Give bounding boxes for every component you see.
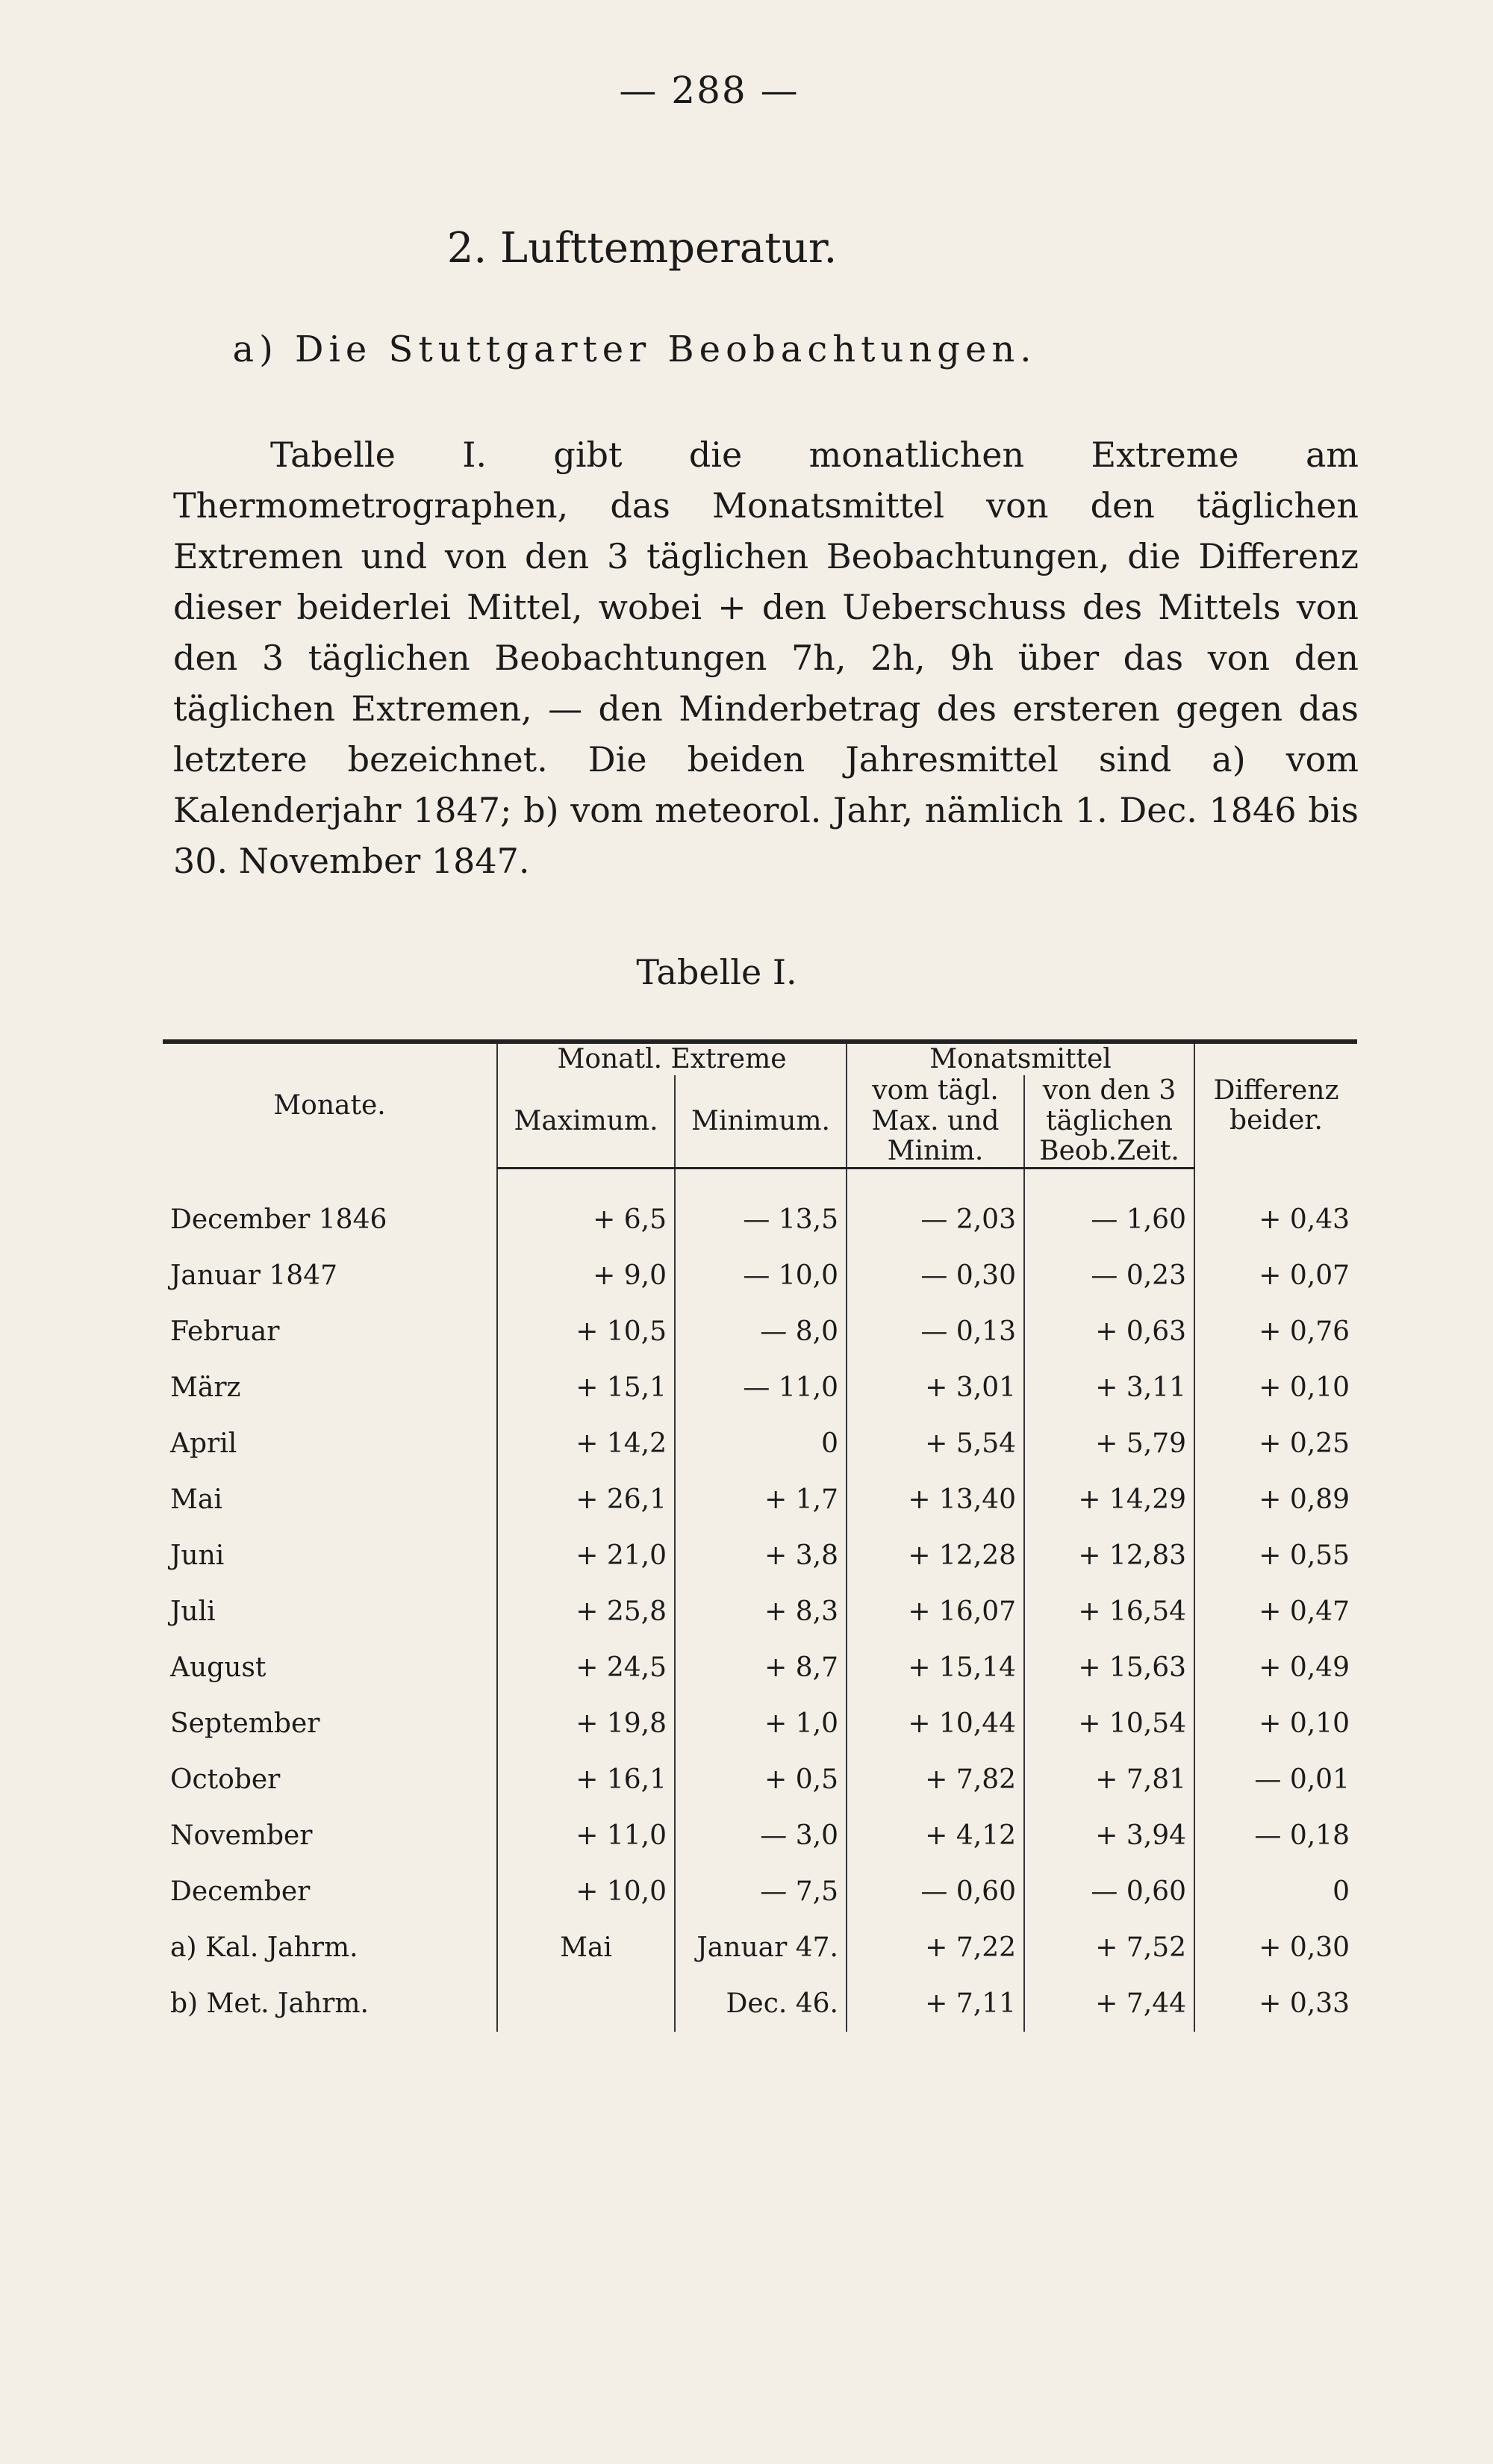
- table-row: [163, 1976, 1357, 2032]
- header-months: Monate.: [163, 1042, 497, 1169]
- row-mean-observations: + 5,79: [1024, 1416, 1194, 1472]
- section-title: 2. Lufttemperatur.: [446, 224, 838, 273]
- row-month: Januar 1847: [170, 1260, 337, 1292]
- row-mean-extremes: + 4,12: [847, 1808, 1024, 1864]
- row-difference: + 0,76: [1194, 1304, 1357, 1360]
- table-row: [163, 1920, 1357, 1976]
- row-maximum: + 14,2: [497, 1416, 675, 1472]
- row-minimum: + 8,7: [675, 1640, 847, 1696]
- row-difference: + 0,55: [1194, 1528, 1357, 1584]
- row-minimum: Januar 47.: [675, 1920, 847, 1976]
- row-mean-observations: + 3,94: [1024, 1808, 1194, 1864]
- row-maximum: + 16,1: [497, 1752, 675, 1808]
- header-minimum: Minimum.: [675, 1075, 847, 1168]
- row-difference: + 0,07: [1194, 1248, 1357, 1304]
- body-paragraph: Tabelle I. gibt die monatlichen Extreme am Thermometrographen, das Monatsmittel von den täglichen Extremen und von den 3 täglichen Beobachtungen, die Differenz dieser beiderlei Mittel, wobei + den Ueberschuss des Mittels von den 3 täglichen Beobachtungen 7h, 2h, 9h über das von den täglichen Extremen, — den Minderbetrag des ersteren gegen das letztere bezeichnet. Die beiden Jahresmittel sind a) vom Kalenderjahr 1847; b) vom meteorol. Jahr, nämlich 1. Dec. 1846 bis 30. November 1847.: [173, 435, 1359, 881]
- row-difference: + 0,89: [1194, 1472, 1357, 1528]
- row-mean-extremes: + 10,44: [847, 1696, 1024, 1752]
- row-difference: + 0,47: [1194, 1584, 1357, 1640]
- row-maximum: + 11,0: [497, 1808, 675, 1864]
- row-maximum: + 6,5: [497, 1169, 675, 1248]
- row-mean-extremes: + 5,54: [847, 1416, 1024, 1472]
- row-maximum: + 26,1: [497, 1472, 675, 1528]
- row-month: December: [170, 1876, 311, 1908]
- row-mean-extremes: + 3,01: [847, 1360, 1024, 1416]
- row-difference: — 0,01: [1194, 1752, 1357, 1808]
- row-mean-observations: + 10,54: [1024, 1696, 1194, 1752]
- row-maximum: + 9,0: [497, 1248, 675, 1304]
- header-means-group: Monatsmittel: [847, 1042, 1194, 1075]
- header-three-observations: von den 3 täglichen Beob.Zeit.: [1024, 1075, 1194, 1168]
- row-mean-extremes: + 16,07: [847, 1584, 1024, 1640]
- table-title: Tabelle I.: [636, 952, 797, 992]
- row-month: September: [170, 1708, 320, 1740]
- row-difference: + 0,10: [1194, 1360, 1357, 1416]
- row-mean-observations: + 3,11: [1024, 1360, 1194, 1416]
- row-mean-observations: — 0,60: [1024, 1864, 1194, 1920]
- row-month: December 1846: [170, 1204, 387, 1235]
- row-month: a) Kal. Jahrm.: [170, 1932, 358, 1964]
- row-minimum: + 1,0: [675, 1696, 847, 1752]
- row-minimum: — 7,5: [675, 1864, 847, 1920]
- table-row: [163, 1864, 1357, 1920]
- row-mean-observations: + 15,63: [1024, 1640, 1194, 1696]
- temperature-table: [163, 1039, 1357, 2032]
- row-difference: + 0,30: [1194, 1920, 1357, 1976]
- row-mean-extremes: + 12,28: [847, 1528, 1024, 1584]
- row-mean-observations: — 0,23: [1024, 1248, 1194, 1304]
- row-maximum: + 25,8: [497, 1584, 675, 1640]
- row-minimum: — 13,5: [675, 1169, 847, 1248]
- row-mean-observations: + 12,83: [1024, 1528, 1194, 1584]
- row-month: Februar: [170, 1316, 280, 1348]
- row-month: Juni: [170, 1540, 225, 1572]
- row-month: b) Met. Jahrm.: [170, 1988, 369, 2020]
- row-minimum: 0: [675, 1416, 847, 1472]
- row-minimum: + 3,8: [675, 1528, 847, 1584]
- row-mean-observations: + 16,54: [1024, 1584, 1194, 1640]
- table-row: [163, 1752, 1357, 1808]
- table-row: [163, 1640, 1357, 1696]
- row-minimum: + 8,3: [675, 1584, 847, 1640]
- table-row: [163, 1472, 1357, 1528]
- row-mean-observations: + 7,81: [1024, 1752, 1194, 1808]
- row-month: April: [170, 1428, 237, 1460]
- row-mean-observations: + 7,52: [1024, 1920, 1194, 1976]
- row-maximum: + 15,1: [497, 1360, 675, 1416]
- row-difference: + 0,43: [1194, 1169, 1357, 1248]
- table-row: [163, 1696, 1357, 1752]
- row-difference: + 0,49: [1194, 1640, 1357, 1696]
- row-maximum: [497, 1976, 675, 2032]
- row-maximum: + 21,0: [497, 1528, 675, 1584]
- row-minimum: — 11,0: [675, 1360, 847, 1416]
- row-mean-extremes: — 0,60: [847, 1864, 1024, 1920]
- row-minimum: — 10,0: [675, 1248, 847, 1304]
- header-extremes-group: Monatl. Extreme: [497, 1042, 847, 1075]
- row-maximum: + 10,0: [497, 1864, 675, 1920]
- header-maximum: Maximum.: [497, 1075, 675, 1168]
- row-minimum: + 0,5: [675, 1752, 847, 1808]
- row-mean-observations: + 7,44: [1024, 1976, 1194, 2032]
- row-month: März: [170, 1372, 241, 1404]
- table-row: [163, 1584, 1357, 1640]
- table-row: [163, 1169, 1357, 1248]
- table-row: [163, 1304, 1357, 1360]
- row-difference: + 0,10: [1194, 1696, 1357, 1752]
- row-month: August: [170, 1652, 267, 1684]
- row-mean-extremes: + 7,11: [847, 1976, 1024, 2032]
- table-row: [163, 1808, 1357, 1864]
- row-month: October: [170, 1764, 281, 1796]
- header-difference: Differenz beider.: [1194, 1042, 1357, 1169]
- subsection-title: a) Die Stuttgarter Beobachtungen.: [232, 329, 1037, 370]
- table-row: [163, 1360, 1357, 1416]
- row-mean-extremes: — 0,30: [847, 1248, 1024, 1304]
- row-maximum: + 10,5: [497, 1304, 675, 1360]
- row-difference: + 0,25: [1194, 1416, 1357, 1472]
- row-mean-observations: — 1,60: [1024, 1169, 1194, 1248]
- row-mean-extremes: + 13,40: [847, 1472, 1024, 1528]
- row-mean-observations: + 14,29: [1024, 1472, 1194, 1528]
- row-mean-extremes: + 7,22: [847, 1920, 1024, 1976]
- row-minimum: — 3,0: [675, 1808, 847, 1864]
- row-minimum: + 1,7: [675, 1472, 847, 1528]
- row-difference: — 0,18: [1194, 1808, 1357, 1864]
- row-mean-observations: + 0,63: [1024, 1304, 1194, 1360]
- row-difference: 0: [1194, 1864, 1357, 1920]
- row-maximum: Mai: [497, 1920, 675, 1976]
- row-minimum: Dec. 46.: [675, 1976, 847, 2032]
- row-month: Juli: [170, 1596, 216, 1628]
- row-mean-extremes: — 2,03: [847, 1169, 1024, 1248]
- row-minimum: — 8,0: [675, 1304, 847, 1360]
- row-maximum: + 24,5: [497, 1640, 675, 1696]
- table-row: [163, 1528, 1357, 1584]
- header-daily-extremes: vom tägl. Max. und Minim.: [847, 1075, 1024, 1168]
- page-number: — 288 —: [619, 69, 800, 112]
- row-month: Mai: [170, 1484, 222, 1516]
- table-row: [163, 1248, 1357, 1304]
- row-maximum: + 19,8: [497, 1696, 675, 1752]
- row-mean-extremes: — 0,13: [847, 1304, 1024, 1360]
- row-difference: + 0,33: [1194, 1976, 1357, 2032]
- table-row: [163, 1416, 1357, 1472]
- row-month: November: [170, 1820, 313, 1852]
- row-mean-extremes: + 15,14: [847, 1640, 1024, 1696]
- row-mean-extremes: + 7,82: [847, 1752, 1024, 1808]
